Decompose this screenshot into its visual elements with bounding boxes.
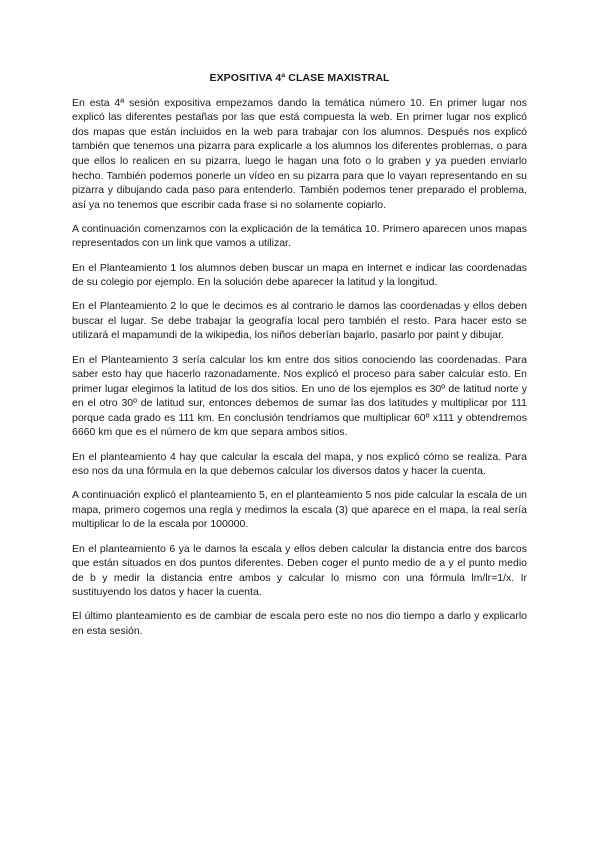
paragraph-planteamiento-2: En el Planteamiento 2 lo que le decimos es al contrario le damos las coordenadas y ellos deben buscar el lugar. Se debe trabajar la geografía local pero también el resto. Para hacer esto se utilizará el mapamundi de la wikipedia, los niños deberían bajarlo, pasarlo por paint y dibujar.: [72, 300, 527, 342]
paragraph-planteamiento-4: En el planteamiento 4 hay que calcular la escala del mapa, y nos explicó cómo se realiza. Para eso nos da una fórmula en la que debemos calcular los diversos datos y hacer la cuenta.: [72, 450, 527, 478]
paragraph-intro: En esta 4ª sesión expositiva empezamos dando la temática número 10. En primer lugar nos explicó las diferentes pestañas por las que está compuesta la web. En primer lugar nos explicó dos mapas que están incluidos en la web para trabajar con los alumnos. Después nos explicó también que tenemos una pizarra para explicarle a los alumnos los diferentes problemas, o para que ellos lo realicen en su pizarra, luego le hagan una foto o lo graben y ya pueden enviarlo hecho. También podemos ponerle un vídeo en su pizarra para que lo vayan representando en su pizarra y dibujando cada paso para entenderlo. También podemos tener preparado el problema, así ya no tenemos que escribir cada frase si no solamente copiarlo.: [72, 96, 527, 211]
paragraph-planteamiento-3: En el Planteamiento 3 sería calcular los km entre dos sitios conociendo las coordenadas. Para saber esto hay que hacerlo razonadamente. Nos explicó el proceso para saber calcular esto. En primer lugar elegimos la latitud de los dos sitios. En uno de los ejemplos es 30º de latitud norte y en el otro 30º de latitud sur, entonces debemos de sumar las dos latitudes y multiplicar por 111 porque cada grado es 111 km. En conclusión tendríamos que multiplicar 60º x111 y obtendremos 6660 km que es el número de km que separa ambos sitios.: [72, 353, 527, 439]
document-body: [72, 71, 527, 648]
paragraph-planteamiento-1: En el Planteamiento 1 los alumnos deben buscar un mapa en Internet e indicar las coordenadas de su colegio por ejemplo. En la solución debe aparecer la latitud y la longitud.: [72, 261, 527, 289]
paragraph-ultimo-planteamiento: El último planteamiento es de cambiar de escala pero este no nos dio tiempo a darlo y explicarlo en esta sesión.: [72, 610, 527, 637]
document-title: EXPOSITIVA 4ª CLASE MAXISTRAL: [209, 72, 390, 84]
paragraph-planteamiento-6: En el planteamiento 6 ya le damos la escala y ellos deben calcular la distancia entre dos barcos que están situados en dos puntos diferentes. Deben coger el punto medio de a y el punto medio de b y medir la distancia entre ambos y calcular lo mismo con una fórmula lm/lr=1/x. Ir sustituyendo los datos y hacer la cuenta.: [72, 542, 527, 599]
paragraph-planteamiento-5: A continuación explicó el planteamiento 5, en el planteamiento 5 nos pide calcular la escala de un mapa, primero cogemos una regla y medimos la escala (3) que aparece en el mapa, la real sería multiplicar lo de la escala por 100000.: [72, 489, 527, 531]
paragraph-tematica-10: A continuación comenzamos con la explicación de la temática 10. Primero aparecen unos mapas representados con un link que vamos a utilizar.: [72, 222, 527, 250]
